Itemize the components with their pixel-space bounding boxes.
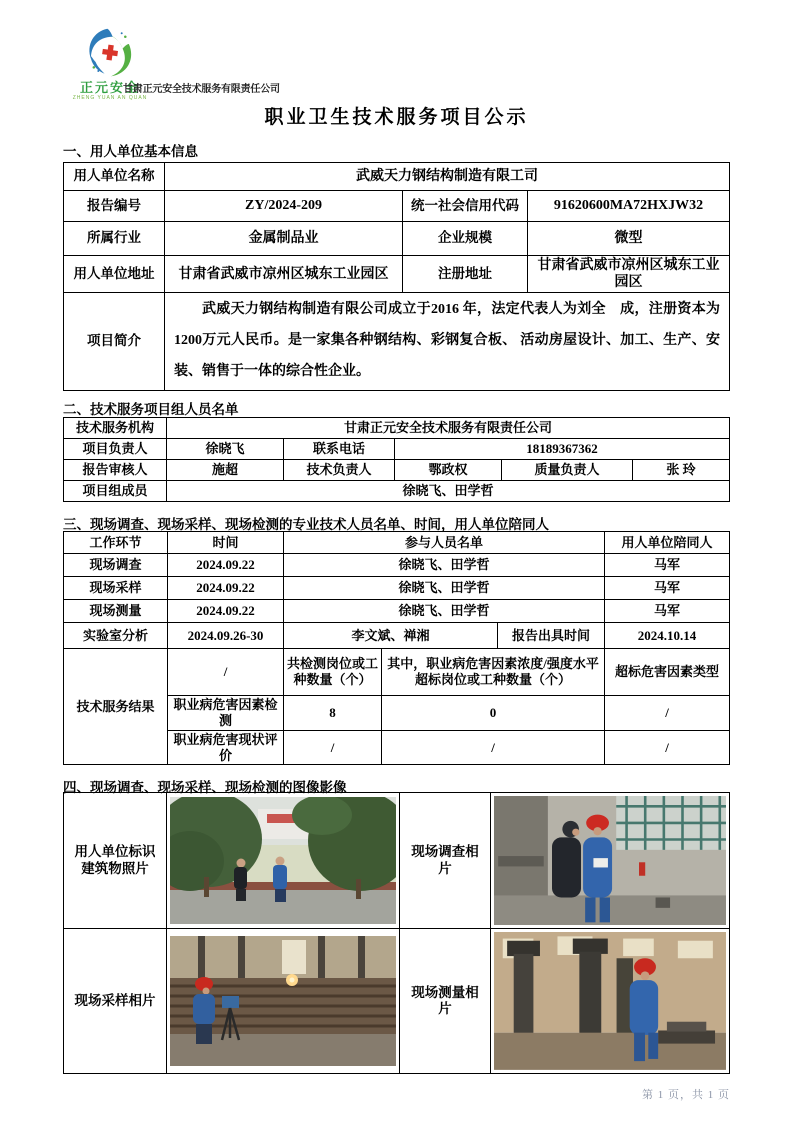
people-cell: 徐晓飞、田学哲 [284, 554, 605, 577]
escort-cell: 马军 [605, 577, 730, 600]
results-r2c2: 8 [284, 696, 382, 731]
report-no-value: ZY/2024-209 [165, 191, 403, 222]
time-cell: 2024.09.22 [168, 577, 284, 600]
building-photo [167, 793, 400, 929]
results-r1c1: / [168, 649, 284, 696]
results-r3c3: / [382, 730, 605, 765]
results-r3c4: / [605, 730, 730, 765]
sampling-photo-label: 现场采样相片 [64, 929, 167, 1074]
col-people-header: 参与人员名单 [284, 532, 605, 554]
escort-cell: 马军 [605, 554, 730, 577]
report-date-value: 2024.10.14 [605, 623, 730, 649]
team-table [63, 417, 730, 502]
table-row [64, 649, 730, 696]
section4-heading: 四、现场调查、现场采样、现场检测的图像影像 [63, 780, 347, 795]
phone-value: 18189367362 [395, 439, 730, 460]
reviewer-value: 施超 [167, 460, 284, 481]
employer-name-label: 用人单位名称 [64, 163, 165, 191]
sampling-photo [167, 929, 400, 1074]
fieldwork-table [63, 531, 730, 765]
members-label: 项目组成员 [64, 481, 167, 502]
escort-cell: 马军 [605, 600, 730, 623]
members-value: 徐晓飞、田学哲 [167, 481, 730, 502]
table-row [64, 623, 730, 649]
industry-value: 金属制品业 [165, 222, 403, 256]
tech-lead-value: 鄂政权 [395, 460, 502, 481]
results-r1c4: 超标危害因素类型 [605, 649, 730, 696]
intro-label: 项目简介 [64, 293, 165, 390]
survey-photo [491, 793, 730, 929]
reviewer-label: 报告审核人 [64, 460, 167, 481]
results-r1c3: 其中，职业病危害因素浓度/强度水平超标岗位或工种数量（个） [382, 649, 605, 696]
address-label: 用人单位地址 [64, 256, 165, 293]
tech-lead-label: 技术负责人 [284, 460, 395, 481]
results-r2c3: 0 [382, 696, 605, 731]
results-r3c1: 职业病危害现状评价 [168, 730, 284, 765]
quality-lead-label: 质量负责人 [502, 460, 633, 481]
lab-step-cell: 实验室分析 [64, 623, 168, 649]
pm-label: 项目负责人 [64, 439, 167, 460]
pm-value: 徐晓飞 [167, 439, 284, 460]
col-time-header: 时间 [168, 532, 284, 554]
report-no-label: 报告编号 [64, 191, 165, 222]
logo-swirl-icon [64, 26, 156, 80]
intro-text: 武威天力钢结构制造有限公司成立于2016 年，法定代表人为刘全 成，注册资本为1200万元人民币。是一家集各种钢结构、彩钢复合板、 活动房屋设计、加工、生产、安装、销售于一体的综合性企业。 [165, 293, 730, 390]
scale-label: 企业规模 [403, 222, 528, 256]
lab-time-cell: 2024.09.26-30 [168, 623, 284, 649]
logo-name: 正元安全 [79, 80, 140, 95]
org-value: 甘肃正元安全技术服务有限责任公司 [167, 418, 730, 439]
table-row [64, 554, 730, 577]
people-cell: 徐晓飞、田学哲 [284, 600, 605, 623]
photos-table [63, 792, 730, 1074]
quality-lead-value: 张 玲 [633, 460, 730, 481]
reg-address-label: 注册地址 [403, 256, 528, 293]
col-escort-header: 用人单位陪同人 [605, 532, 730, 554]
page-title: 职业卫生技术服务项目公示 [264, 107, 529, 128]
logo-latin-text: ZHENG YUAN AN QUAN [72, 95, 148, 101]
reg-address-value: 甘肃省武威市凉州区城东工业园区 [528, 256, 730, 293]
industry-label: 所属行业 [64, 222, 165, 256]
company-name: 甘肃正元安全技术服务有限责任公司 [123, 84, 280, 95]
results-label: 技术服务结果 [64, 649, 168, 765]
org-label: 技术服务机构 [64, 418, 167, 439]
scale-value: 微型 [528, 222, 730, 256]
measurement-photo-label: 现场测量相片 [400, 929, 491, 1074]
people-cell: 徐晓飞、田学哲 [284, 577, 605, 600]
col-step-header: 工作环节 [64, 532, 168, 554]
time-cell: 2024.09.22 [168, 554, 284, 577]
section3-heading: 三、现场调查、现场采样、现场检测的专业技术人员名单、时间，用人单位陪同人 [63, 517, 549, 532]
results-r3c2: / [284, 730, 382, 765]
results-r1c2: 共检测岗位或工种数量（个） [284, 649, 382, 696]
report-date-label: 报告出具时间 [498, 623, 605, 649]
section2-heading: 二、技术服务项目组人员名单 [63, 402, 239, 417]
step-cell: 现场调查 [64, 554, 168, 577]
credit-code-label: 统一社会信用代码 [403, 191, 528, 222]
time-cell: 2024.09.22 [168, 600, 284, 623]
table-row [64, 577, 730, 600]
survey-photo-label: 现场调查相片 [400, 793, 491, 929]
phone-label: 联系电话 [284, 439, 395, 460]
employer-name-value: 武威天力钢结构制造有限工司 [165, 163, 730, 191]
results-r2c4: / [605, 696, 730, 731]
page-number: 第 1 页，共 1 页 [642, 1089, 730, 1101]
measurement-photo [491, 929, 730, 1074]
table-row [64, 600, 730, 623]
credit-code-value: 91620600MA72HXJW32 [528, 191, 730, 222]
lab-people-cell: 李文斌、禅湘 [284, 623, 498, 649]
address-value: 甘肃省武威市凉州区城东工业园区 [165, 256, 403, 293]
step-cell: 现场测量 [64, 600, 168, 623]
step-cell: 现场采样 [64, 577, 168, 600]
building-photo-label: 用人单位标识建筑物照片 [64, 793, 167, 929]
section1-heading: 一、用人单位基本信息 [63, 144, 198, 159]
employer-info-table [63, 162, 730, 391]
results-r2c1: 职业病危害因素检测 [168, 696, 284, 731]
